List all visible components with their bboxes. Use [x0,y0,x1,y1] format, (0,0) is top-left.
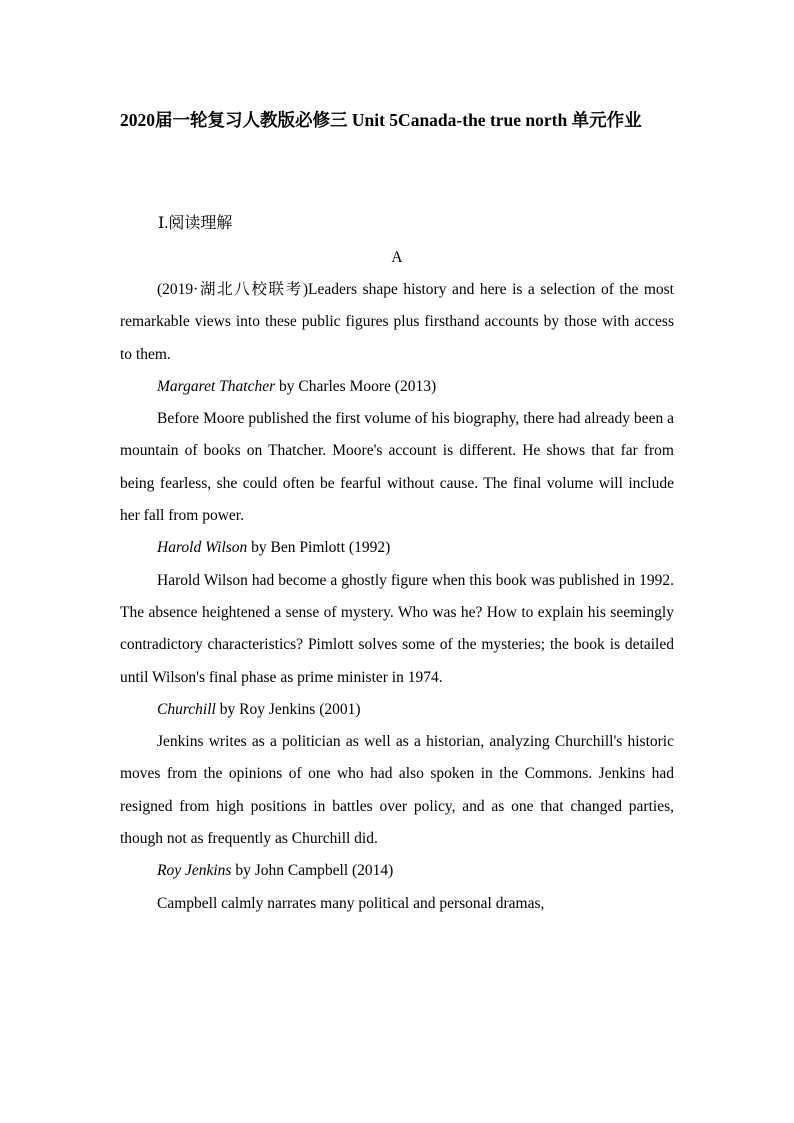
document-page [120,100,674,920]
book-heading [120,855,674,887]
book-heading [120,694,674,726]
book-description: Before Moore published the first volume of his biography, there had already been a mountain of books on Thatcher. Moore's account is different. He shows that far from being fearless, she could often be fearful without cause. The final volume will include her fall from power. [120,410,674,525]
passage-letter: A [391,249,403,266]
book-description: Jenkins writes as a politician as well as a historian, analyzing Churchill's historic moves from the opinions of one who had also spoken in the Commons. Jenkins had resigned from high positions in battles over policy, and as one that changed parties, though not as frequently as Churchill did. [120,733,674,848]
book-title: Margaret Thatcher [157,377,276,395]
book-byline: by Charles Moore (2013) [275,377,437,395]
book-description: Campbell calmly narrates many political and personal dramas, [157,894,545,912]
book-title: Churchill [157,700,216,718]
intro-paragraph: (2019·湖北八校联考)Leaders shape history and here is a selection of the most remarkable views into these public figures plus firsthand accounts by those with access to them. [120,281,674,363]
book-description: Harold Wilson had become a ghostly figure when this book was published in 1992. The absence heightened a sense of mystery. Who was he? How to explain his seemingly contradictory characteristics? Pimlott solves some of the mysteries; the book is detailed until Wilson's final phase as prime minister in 1974. [120,571,674,686]
book-byline: by Ben Pimlott (1992) [247,539,391,557]
book-heading [120,532,674,564]
book-title: Roy Jenkins [157,862,232,880]
book-heading [120,371,674,403]
book-byline: by John Campbell (2014) [231,862,394,880]
book-title: Harold Wilson [157,539,248,557]
section-label: Ⅰ.阅读理解 [158,215,233,232]
document-title: 2020届一轮复习人教版必修三 Unit 5Canada-the true north 单元作业 [120,110,642,130]
book-byline: by Roy Jenkins (2001) [215,700,361,718]
